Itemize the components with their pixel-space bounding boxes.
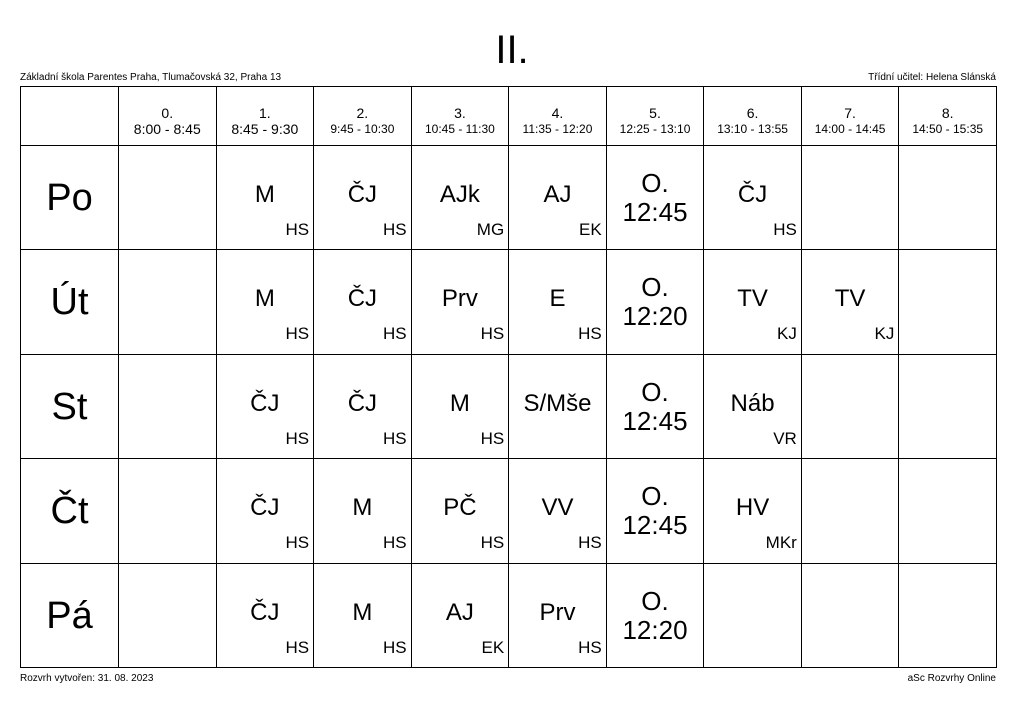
day-label: Čt: [50, 490, 89, 533]
empty-cell: [899, 354, 997, 458]
lesson-subject: O.: [641, 585, 669, 616]
lesson-cell: [704, 250, 802, 354]
period-number: 6.: [746, 105, 759, 121]
empty-cell: [899, 563, 997, 667]
period-time: 12:25 - 13:10: [619, 122, 691, 136]
lesson-cell: [704, 354, 802, 458]
lesson-subject: ČJ: [347, 389, 378, 417]
lesson-teacher: HS: [285, 428, 310, 448]
created-date: Rozvrh vytvořen: 31. 08. 2023: [20, 673, 154, 684]
lesson-cell: [314, 459, 412, 563]
lesson-time: 12:45: [622, 405, 688, 436]
period-header-2: [314, 87, 412, 146]
lesson-subject: O.: [641, 272, 669, 303]
lesson-subject: M: [254, 181, 275, 208]
lesson-subject: ČJ: [250, 494, 280, 522]
lesson-cell: [314, 250, 412, 354]
lesson-time: 12:45: [622, 197, 688, 227]
class-title: II.: [495, 28, 529, 72]
empty-cell: [119, 563, 217, 667]
period-header-6: [704, 87, 802, 146]
period-header-8: [899, 87, 997, 146]
empty-cell: [119, 354, 217, 458]
lesson-teacher: HS: [578, 533, 602, 553]
lesson-cell: [509, 354, 607, 458]
empty-cell: [899, 250, 997, 354]
day-label: Pá: [46, 594, 93, 637]
empty-cell: [119, 459, 217, 563]
lesson-subject: Náb: [730, 389, 775, 417]
day-row-0: [21, 146, 997, 250]
corner-cell: [21, 87, 119, 146]
period-time: 14:00 - 14:45: [814, 122, 886, 136]
lesson-cell: [216, 354, 314, 458]
day-cell: [21, 459, 119, 563]
lesson-subject: VV: [541, 494, 574, 522]
period-time: 14:50 - 15:35: [912, 122, 984, 136]
day-cell: [21, 250, 119, 354]
lesson-cell: [509, 146, 607, 250]
day-row-3: [21, 459, 997, 563]
lesson-subject: S/Mše: [523, 389, 592, 417]
day-cell: [21, 146, 119, 250]
lesson-time: 12:20: [622, 614, 688, 645]
lesson-teacher: HS: [578, 324, 602, 344]
lesson-cell: [411, 459, 509, 563]
day-row-2: [21, 354, 997, 458]
empty-cell: [899, 146, 997, 250]
lesson-subject: ČJ: [737, 181, 768, 208]
lesson-subject: TV: [737, 285, 768, 313]
period-time: 13:10 - 13:55: [717, 122, 788, 136]
lesson-cell: [314, 146, 412, 250]
period-number: 4.: [551, 105, 564, 121]
lesson-cell: [314, 354, 412, 458]
lesson-subject: O.: [641, 168, 669, 198]
lesson-teacher: VR: [773, 428, 797, 448]
lesson-cell: [216, 250, 314, 354]
period-header-4: [509, 87, 607, 146]
lesson-cell: [411, 146, 509, 250]
lesson-subject: AJk: [439, 181, 480, 208]
lesson-teacher: HS: [285, 324, 310, 344]
period-time: 8:45 - 9:30: [231, 121, 299, 137]
lesson-teacher: HS: [383, 220, 407, 239]
period-header-5: [606, 87, 704, 146]
lesson-teacher: HS: [285, 220, 310, 239]
lesson-teacher: HS: [285, 637, 310, 657]
lesson-teacher: MG: [476, 220, 505, 239]
lesson-cell: [216, 459, 314, 563]
period-number: 5.: [649, 105, 661, 121]
lesson-subject: ČJ: [250, 389, 280, 417]
day-row-1: [21, 250, 997, 354]
lesson-teacher: EK: [481, 637, 505, 657]
lesson-subject: M: [352, 598, 373, 626]
lesson-cell: [216, 146, 314, 250]
supervision-cell: [606, 146, 704, 250]
period-header-0: [119, 87, 217, 146]
lesson-subject: PČ: [443, 494, 477, 522]
day-cell: [21, 354, 119, 458]
lesson-subject: AJ: [543, 181, 572, 208]
lesson-subject: ČJ: [250, 598, 280, 626]
lesson-teacher: HS: [383, 324, 407, 344]
lesson-teacher: EK: [579, 220, 602, 239]
day-cell: [21, 563, 119, 667]
period-header-1: [216, 87, 314, 146]
period-number: 2.: [356, 105, 369, 121]
period-time: 9:45 - 10:30: [330, 122, 395, 136]
period-number: 1.: [258, 105, 271, 121]
empty-cell: [119, 250, 217, 354]
period-number: 3.: [454, 105, 466, 121]
software-credit: aSc Rozvrhy Online: [907, 673, 996, 684]
lesson-teacher: HS: [480, 533, 505, 553]
period-header-3: [411, 87, 509, 146]
period-number: 8.: [941, 105, 954, 121]
period-number: 7.: [844, 105, 856, 121]
lesson-cell: [411, 563, 509, 667]
empty-cell: [899, 459, 997, 563]
period-time: 11:35 - 12:20: [522, 122, 593, 136]
timetable: [20, 86, 997, 668]
lesson-cell: [801, 250, 899, 354]
period-time: 10:45 - 11:30: [424, 122, 495, 136]
class-teacher: Třídní učitel: Helena Slánská: [868, 72, 996, 83]
day-label: Po: [46, 177, 93, 219]
lesson-subject: Prv: [441, 285, 478, 313]
supervision-cell: [606, 354, 704, 458]
lesson-subject: E: [549, 285, 566, 313]
lesson-time: 12:45: [622, 510, 688, 541]
lesson-time: 12:20: [622, 301, 688, 332]
lesson-teacher: MKr: [765, 533, 797, 553]
lesson-teacher: HS: [383, 428, 407, 448]
lesson-cell: [216, 563, 314, 667]
lesson-teacher: HS: [383, 637, 407, 657]
lesson-teacher: HS: [773, 220, 797, 239]
lesson-teacher: HS: [578, 637, 602, 657]
supervision-cell: [606, 250, 704, 354]
lesson-subject: M: [254, 285, 275, 313]
day-row-4: [21, 563, 997, 667]
lesson-subject: ČJ: [347, 285, 378, 313]
period-number: 0.: [161, 105, 174, 121]
lesson-subject: O.: [641, 376, 669, 407]
empty-cell: [704, 563, 802, 667]
day-label: St: [51, 385, 88, 428]
lesson-subject: O.: [641, 481, 669, 512]
lesson-subject: ČJ: [347, 181, 378, 208]
lesson-cell: [314, 563, 412, 667]
empty-cell: [801, 459, 899, 563]
lesson-subject: AJ: [445, 598, 474, 626]
lesson-subject: TV: [834, 285, 866, 313]
lesson-teacher: HS: [480, 324, 505, 344]
lesson-teacher: HS: [383, 533, 407, 553]
lesson-teacher: HS: [285, 533, 310, 553]
empty-cell: [119, 146, 217, 250]
lesson-subject: M: [449, 389, 470, 417]
empty-cell: [801, 354, 899, 458]
day-label: Út: [50, 281, 89, 324]
lesson-cell: [704, 146, 802, 250]
lesson-teacher: HS: [480, 428, 505, 448]
period-time: 8:00 - 8:45: [133, 121, 201, 137]
lesson-cell: [411, 354, 509, 458]
supervision-cell: [606, 459, 704, 563]
lesson-cell: [509, 459, 607, 563]
period-header-row: [21, 87, 997, 146]
lesson-subject: M: [352, 494, 373, 522]
lesson-cell: [509, 563, 607, 667]
lesson-cell: [411, 250, 509, 354]
empty-cell: [801, 146, 899, 250]
lesson-cell: [509, 250, 607, 354]
lesson-teacher: KJ: [874, 324, 895, 344]
empty-cell: [801, 563, 899, 667]
school-name: Základní škola Parentes Praha, Tlumačovská 32, Praha 13: [20, 72, 282, 83]
supervision-cell: [606, 563, 704, 667]
lesson-teacher: KJ: [776, 324, 797, 344]
lesson-subject: HV: [735, 494, 770, 522]
lesson-subject: Prv: [539, 598, 576, 626]
lesson-cell: [704, 459, 802, 563]
period-header-7: [801, 87, 899, 146]
